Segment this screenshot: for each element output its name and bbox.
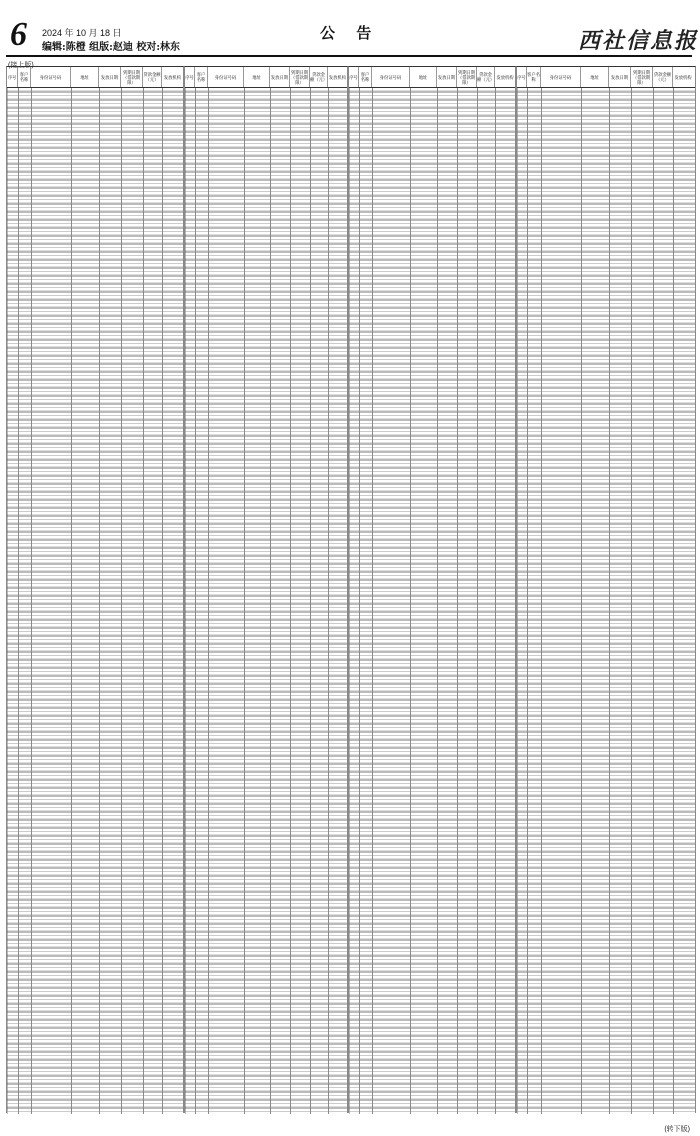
table-rows-text <box>349 88 515 1114</box>
table-body <box>349 88 515 1114</box>
table-rows-text <box>7 88 183 1114</box>
header-cell: 发放日期 <box>270 67 290 87</box>
header-cell: 身份证号码 <box>541 67 581 87</box>
header-cell: 到期日期（借款期限） <box>121 67 143 87</box>
table-rows-text <box>517 88 695 1114</box>
table-column-2 <box>184 66 348 1113</box>
table-column-3 <box>348 66 516 1113</box>
header-cell: 地址 <box>581 67 609 87</box>
header-cell: 身份证号码 <box>208 67 244 87</box>
issue-date: 2024 年 10 月 18 日 <box>42 28 122 38</box>
header-cell: 发放机构 <box>496 74 514 80</box>
header-cell: 序号 <box>7 67 18 87</box>
table-column-4 <box>516 66 696 1113</box>
masthead-logo: 西社信息报 <box>578 28 699 54</box>
table-body <box>7 88 183 1114</box>
header-cell: 贷款金额（元） <box>477 67 495 87</box>
continued-to-label: (转下版) <box>664 1126 690 1133</box>
header-cell: 发放机构 <box>674 74 692 80</box>
header-cell: 贷款金额（元） <box>310 67 328 87</box>
table-rows-text <box>185 88 347 1114</box>
header-cell: 客户名称 <box>18 67 31 87</box>
header-cell: 地址 <box>244 67 270 87</box>
header-cell: 序号 <box>349 67 359 87</box>
table-header <box>7 67 183 88</box>
header-cell: 发放机构 <box>328 74 347 80</box>
header-cell: 发放日期 <box>99 67 121 87</box>
table-header <box>185 67 347 88</box>
header-cell: 到期日期（借款期限） <box>631 67 653 87</box>
continued-from-label: (接上版) <box>8 62 34 69</box>
header-cell: 发放日期 <box>609 67 631 87</box>
header-rule <box>6 55 692 57</box>
table-header <box>517 67 695 88</box>
header-cell: 序号 <box>517 67 527 87</box>
header-cell: 身份证号码 <box>372 67 410 87</box>
header-cell: 序号 <box>185 67 195 87</box>
header-cell: 到期日期（借款期限） <box>457 67 477 87</box>
staff-credits: 编辑:陈橙 组版:赵迪 校对:林东 <box>42 42 181 53</box>
section-title: 公 告 <box>320 24 380 42</box>
header-cell: 地址 <box>71 67 99 87</box>
header-cell: 地址 <box>410 67 437 87</box>
header-cell: 贷款金额（元） <box>143 67 162 87</box>
header-cell: 发放机构 <box>163 74 182 80</box>
header-cell: 客户名称 <box>195 67 208 87</box>
header-cell: 身份证号码 <box>31 67 71 87</box>
page-header <box>0 0 700 58</box>
table-body <box>517 88 695 1114</box>
header-cell: 贷款金额（元） <box>653 67 673 87</box>
table-header <box>349 67 515 88</box>
header-cell: 发放日期 <box>437 67 457 87</box>
table-column-1 <box>6 66 184 1113</box>
header-cell: 到期日期（借款期限） <box>290 67 310 87</box>
header-cell: 客户名称 <box>359 67 372 87</box>
page-number: 6 <box>10 16 27 53</box>
table-body <box>185 88 347 1114</box>
header-cell: 客户名称 <box>527 67 541 87</box>
